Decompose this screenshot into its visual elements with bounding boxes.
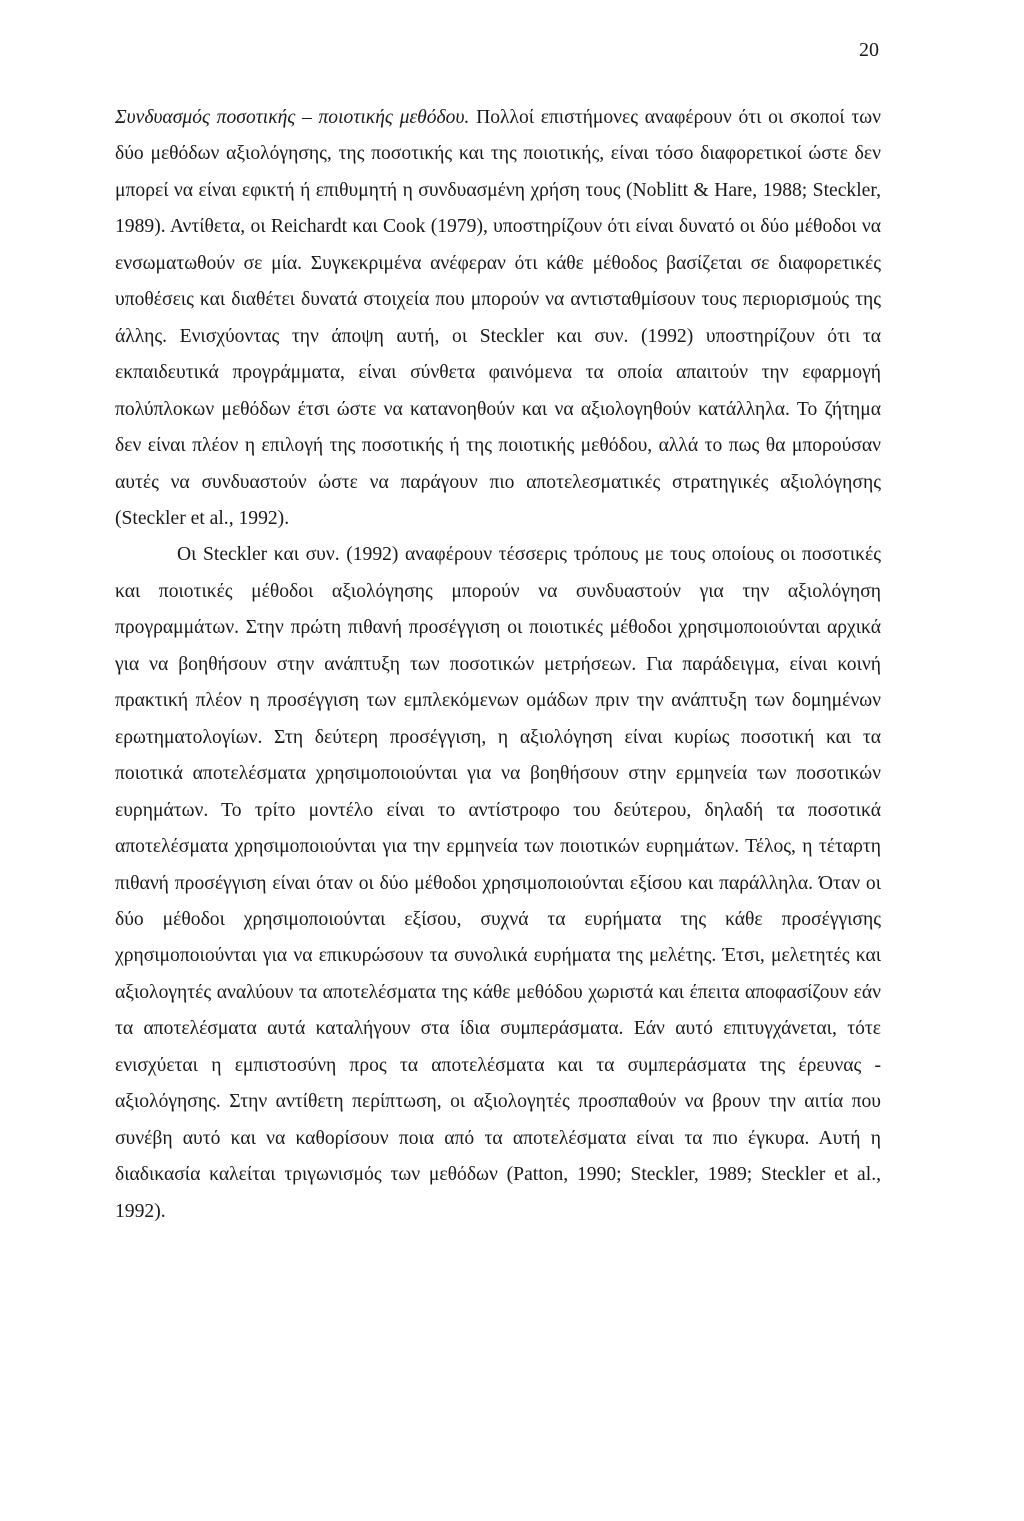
page-body xyxy=(115,100,881,1230)
paragraph-text: Πολλοί επιστήμονες αναφέρουν ότι οι σκοποί των δύο μεθόδων αξιολόγησης, της ποσοτικής και της ποιοτικής, είναι τόσο διαφορετικοί ώστε δεν μπορεί να είναι εφικτή ή επιθυμητή η συνδυασμένη χρήση τους (Noblitt & Hare, 1988; Steckler, 1989). Αντίθετα, οι Reichardt και Cook (1979), υποστηρίζουν ότι είναι δυνατό οι δύο μέθοδοι να ενσωματωθούν σε μία. Συγκεκριμένα ανέφεραν ότι κάθε μέθοδος βασίζεται σε διαφορετικές υποθέσεις και διαθέτει δυνατά στοιχεία που μπορούν να αντισταθμίσουν τους περιορισμούς της άλλης. Ενισχύοντας την άποψη αυτή, οι Steckler και συν. (1992) υποστηρίζουν ότι τα εκπαιδευτικά προγράμματα, είναι σύνθετα φαινόμενα τα οποία απαιτούν την εφαρμογή πολύπλοκων μεθόδων έτσι ώστε να κατανοηθούν και να αξιολογηθούν κατάλληλα. Το ζήτημα δεν είναι πλέον η επιλογή της ποσοτικής ή της ποιοτικής μεθόδου, αλλά το πως θα μπορούσαν αυτές να συνδυαστούν ώστε να παράγουν πιο αποτελεσματικές στρατηγικές αξιολόγησης (Steckler et al., 1992). xyxy=(115,107,882,529)
paragraph-text: Οι Steckler και συν. (1992) αναφέρουν τέσσερις τρόπους με τους οποίους οι ποσοτικές και ποιοτικές μέθοδοι αξιολόγησης μπορούν να συνδυαστούν για την αξιολόγηση προγραμμάτων. Στην πρώτη πιθανή προσέγγιση οι ποιοτικές μέθοδοι χρησιμοποιούνται αρχικά για να βοηθήσουν στην ανάπτυξη των ποσοτικών μετρήσεων. Για παράδειγμα, είναι κοινή πρακτική πλέον η προσέγγιση των εμπλεκόμενων ομάδων πριν την ανάπτυξη των δομημένων ερωτηματολογίων. Στη δεύτερη προσέγγιση, η αξιολόγηση είναι κυρίως ποσοτική και τα ποιοτικά αποτελέσματα χρησιμοποιούνται για να βοηθήσουν στην ερμηνεία των ποσοτικών ευρημάτων. Το τρίτο μοντέλο είναι το αντίστροφο του δεύτερου, δηλαδή τα ποσοτικά αποτελέσματα χρησιμοποιούνται για την ερμηνεία των ποιοτικών ευρημάτων. Τέλος, η τέταρτη πιθανή προσέγγιση είναι όταν οι δύο μέθοδοι χρησιμοποιούνται εξίσου και παράλληλα. Όταν οι δύο μέθοδοι χρησιμοποιούνται εξίσου, συχνά τα ευρήματα της κάθε προσέγγισης χρησιμοποιούνται για να επικυρώσουν τα συνολικά ευρήματα της μελέτης. Έτσι, μελετητές και αξιολογητές αναλύουν τα αποτελέσματα της κάθε μεθόδου χωριστά και έπειτα αποφασίζουν εάν τα αποτελέσματα αυτά καταλήγουν στα ίδια συμπεράσματα. Εάν αυτό επιτυγχάνεται, τότε ενισχύεται η εμπιστοσύνη προς τα αποτελέσματα και τα συμπεράσματα της έρευνας - αξιολόγησης. Στην αντίθετη περίπτωση, οι αξιολογητές προσπαθούν να βρουν την αιτία που συνέβη αυτό και να καθορίσουν ποια από τα αποτελέσματα είναι τα πιο έγκυρα. Αυτή η διαδικασία καλείται τριγωνισμός των μεθόδων (Patton, 1990; Steckler, 1989; Steckler et al., 1992). xyxy=(115,544,881,1222)
paragraph-mixed-methods xyxy=(115,100,881,537)
paragraph-four-approaches xyxy=(115,537,881,1230)
page-number: 20 xyxy=(859,39,879,61)
run-in-heading: Συνδυασμός ποσοτικής – ποιοτικής μεθόδου. xyxy=(115,107,470,128)
